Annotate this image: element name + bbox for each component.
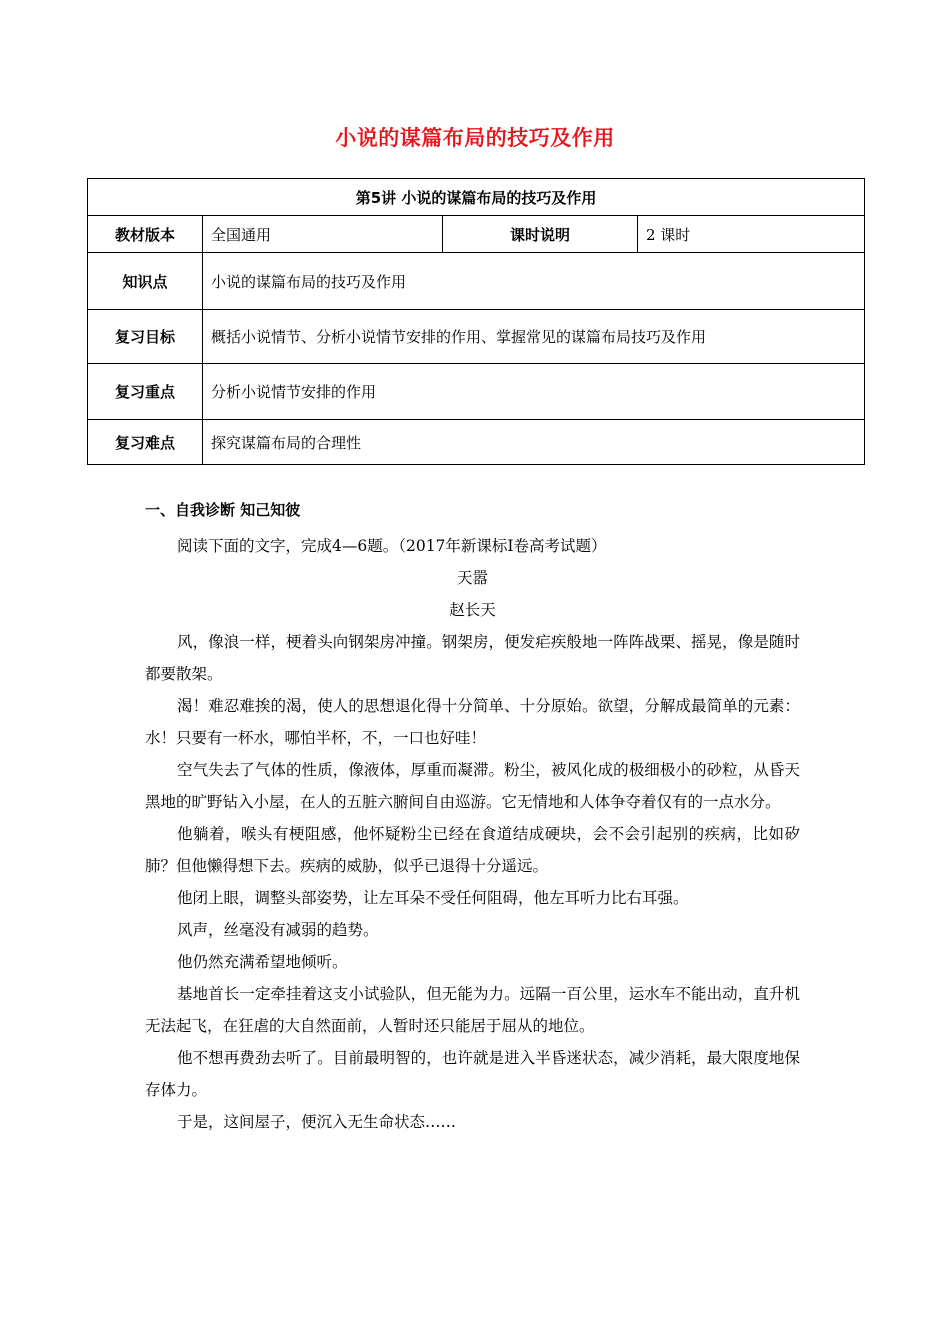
story-paragraph: 风，像浪一样，梗着头向钢架房冲撞。钢架房，便发疟疾般地一阵阵战栗、摇晃，像是随时都要散架。: [145, 633, 800, 683]
reading-section: [145, 498, 800, 1138]
knowledge-label: 知识点: [88, 253, 203, 310]
difficulty-label: 复习难点: [88, 420, 203, 465]
table-row-goals: [88, 310, 865, 364]
lesson-header: 第5讲 小说的谋篇布局的技巧及作用: [88, 179, 865, 216]
story-paragraph: 空气失去了气体的性质，像液体，厚重而凝滞。粉尘，被风化成的极细极小的砂粒，从昏天黑地的旷野钻入小屋，在人的五脏六腑间自由巡游。它无情地和人体争夺着仅有的一点水分。: [145, 761, 800, 811]
story-author: 赵长天: [449, 601, 496, 619]
section-heading: 一、自我诊断 知己知彼: [145, 501, 301, 519]
story-paragraph: 基地首长一定牵挂着这支小试验队，但无能为力。远隔一百公里，运水车不能出动，直升机无法起飞，在狂虐的大自然面前，人暂时还只能居于屈从的地位。: [145, 985, 800, 1035]
hours-value: 2 课时: [638, 216, 865, 253]
story-paragraph: 于是，这间屋子，便沉入无生命状态……: [177, 1113, 457, 1131]
story-paragraph: 他躺着，喉头有梗阻感，他怀疑粉尘已经在食道结成硬块，会不会引起别的疾病，比如矽肺？但他懒得想下去。疾病的威胁，似乎已退得十分遥远。: [145, 825, 800, 875]
goals-label: 复习目标: [88, 310, 203, 364]
story-paragraph: 渴！难忍难挨的渴，使人的思想退化得十分简单、十分原始。欲望，分解成最简单的元素：水！只要有一杯水，哪怕半杯，不，一口也好哇！: [145, 697, 800, 747]
focus-label: 复习重点: [88, 364, 203, 420]
table-header-row: [88, 179, 865, 216]
story-title: 天嚣: [456, 569, 488, 587]
lesson-info-table: [87, 178, 865, 465]
story-paragraph: 风声，丝毫没有减弱的趋势。: [177, 921, 379, 939]
table-row-knowledge: [88, 253, 865, 310]
table-row-focus: [88, 364, 865, 420]
reading-instructions: 阅读下面的文字，完成4—6题。（2017年新课标Ⅰ卷高考试题）: [177, 537, 607, 555]
edition-label: 教材版本: [88, 216, 203, 253]
table-row-edition: [88, 216, 865, 253]
knowledge-value: 小说的谋篇布局的技巧及作用: [203, 253, 865, 310]
story-paragraph: 他仍然充满希望地倾听。: [177, 953, 348, 971]
story-paragraph: 他不想再费劲去听了。目前最明智的，也许就是进入半昏迷状态，减少消耗，最大限度地保存体力。: [145, 1049, 800, 1099]
edition-value: 全国通用: [203, 216, 443, 253]
goals-value: 概括小说情节、分析小说情节安排的作用、掌握常见的谋篇布局技巧及作用: [203, 310, 865, 364]
story-paragraph: 他闭上眼，调整头部姿势，让左耳朵不受任何阻碍，他左耳听力比右耳强。: [177, 889, 689, 907]
difficulty-value: 探究谋篇布局的合理性: [203, 420, 865, 465]
table-row-difficulty: [88, 420, 865, 465]
focus-value: 分析小说情节安排的作用: [203, 364, 865, 420]
document-title: 小说的谋篇布局的技巧及作用: [335, 126, 615, 150]
hours-label: 课时说明: [443, 216, 638, 253]
